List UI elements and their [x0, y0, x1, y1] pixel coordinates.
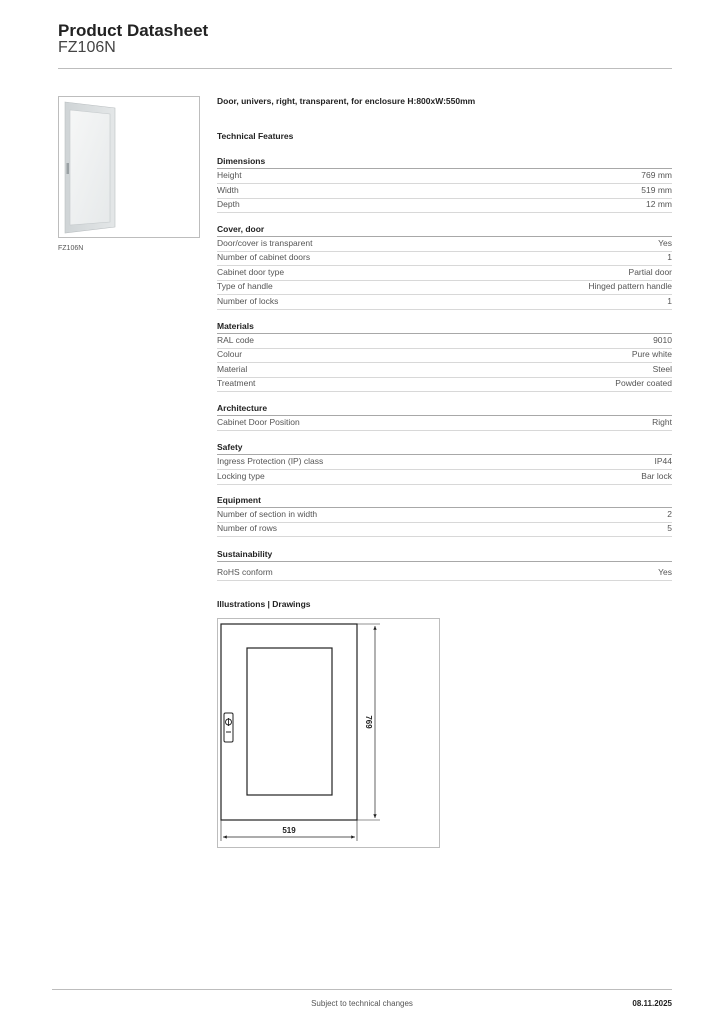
spec-label: Type of handle — [217, 281, 273, 291]
group-architecture: Architecture — [217, 403, 672, 416]
spec-label: Colour — [217, 349, 243, 359]
spec-label: RoHS conform — [217, 567, 273, 577]
spec-value: Partial door — [628, 267, 672, 277]
spec-value: 12 mm — [646, 199, 672, 209]
spec-label: Cabinet Door Position — [217, 417, 300, 427]
footer-divider — [52, 989, 672, 990]
door-photo-icon — [59, 97, 199, 237]
spec-value: Powder coated — [615, 378, 672, 388]
group-materials: Materials — [217, 321, 672, 334]
spec-value: Steel — [652, 364, 672, 374]
spec-value: 2 — [667, 509, 672, 519]
spec-label: Width — [217, 185, 239, 195]
spec-value: Pure white — [631, 349, 672, 359]
product-description: Door, univers, right, transparent, for enclosure H:800xW:550mm — [217, 96, 476, 106]
spec-row — [217, 250, 672, 266]
page-title: Product Datasheet — [58, 21, 209, 40]
spec-label: Material — [217, 364, 248, 374]
spec-label: Locking type — [217, 471, 265, 481]
spec-row — [217, 294, 672, 310]
footer-date: 08.11.2025 — [632, 999, 672, 1008]
spec-value: 9010 — [653, 335, 672, 345]
group-cover-door: Cover, door — [217, 224, 672, 237]
group-safety: Safety — [217, 442, 672, 455]
spec-value: 1 — [667, 252, 672, 262]
spec-label: Door/cover is transparent — [217, 238, 313, 248]
spec-row — [217, 565, 672, 581]
spec-row — [217, 197, 672, 213]
spec-row — [217, 415, 672, 431]
spec-label: Cabinet door type — [217, 267, 285, 277]
spec-row — [217, 376, 672, 392]
illustrations-title: Illustrations | Drawings — [217, 599, 311, 609]
spec-label: RAL code — [217, 335, 255, 345]
spec-label: Depth — [217, 199, 240, 209]
height-label: 769 — [364, 715, 373, 729]
spec-value: Hinged pattern handle — [588, 281, 672, 291]
spec-label: Number of rows — [217, 523, 277, 533]
spec-value: Yes — [658, 238, 672, 248]
handle-icon — [224, 713, 233, 742]
spec-value: 769 mm — [641, 170, 672, 180]
spec-label: Height — [217, 170, 242, 180]
spec-value: 5 — [667, 523, 672, 533]
spec-label: Number of cabinet doors — [217, 252, 311, 262]
image-caption: FZ106N — [58, 245, 84, 252]
spec-row — [217, 279, 672, 295]
spec-label: Number of section in width — [217, 509, 318, 519]
width-label: 519 — [282, 826, 296, 835]
door-drawing-icon — [218, 619, 439, 847]
product-image — [58, 96, 200, 238]
spec-value: 1 — [667, 296, 672, 306]
spec-label: Ingress Protection (IP) class — [217, 456, 324, 466]
spec-row — [217, 168, 672, 184]
spec-row — [217, 469, 672, 485]
section-title: Technical Features — [217, 131, 294, 141]
spec-value: Yes — [658, 567, 672, 577]
spec-label: Number of locks — [217, 296, 279, 306]
window-outline — [247, 648, 332, 795]
spec-value: Bar lock — [641, 471, 672, 481]
spec-value: 519 mm — [641, 185, 672, 195]
spec-value: Right — [652, 417, 672, 427]
group-sustainability: Sustainability — [217, 549, 672, 562]
spec-label: Treatment — [217, 378, 256, 388]
footer-note: Subject to technical changes — [311, 999, 413, 1008]
spec-row — [217, 454, 672, 470]
technical-drawing — [217, 618, 440, 848]
product-code: FZ106N — [58, 39, 116, 56]
spec-row — [217, 347, 672, 363]
spec-row — [217, 521, 672, 537]
group-dimensions: Dimensions — [217, 156, 672, 169]
header-divider — [58, 68, 672, 69]
group-equipment: Equipment — [217, 495, 672, 508]
spec-value: IP44 — [654, 456, 672, 466]
door-outline — [221, 624, 357, 820]
